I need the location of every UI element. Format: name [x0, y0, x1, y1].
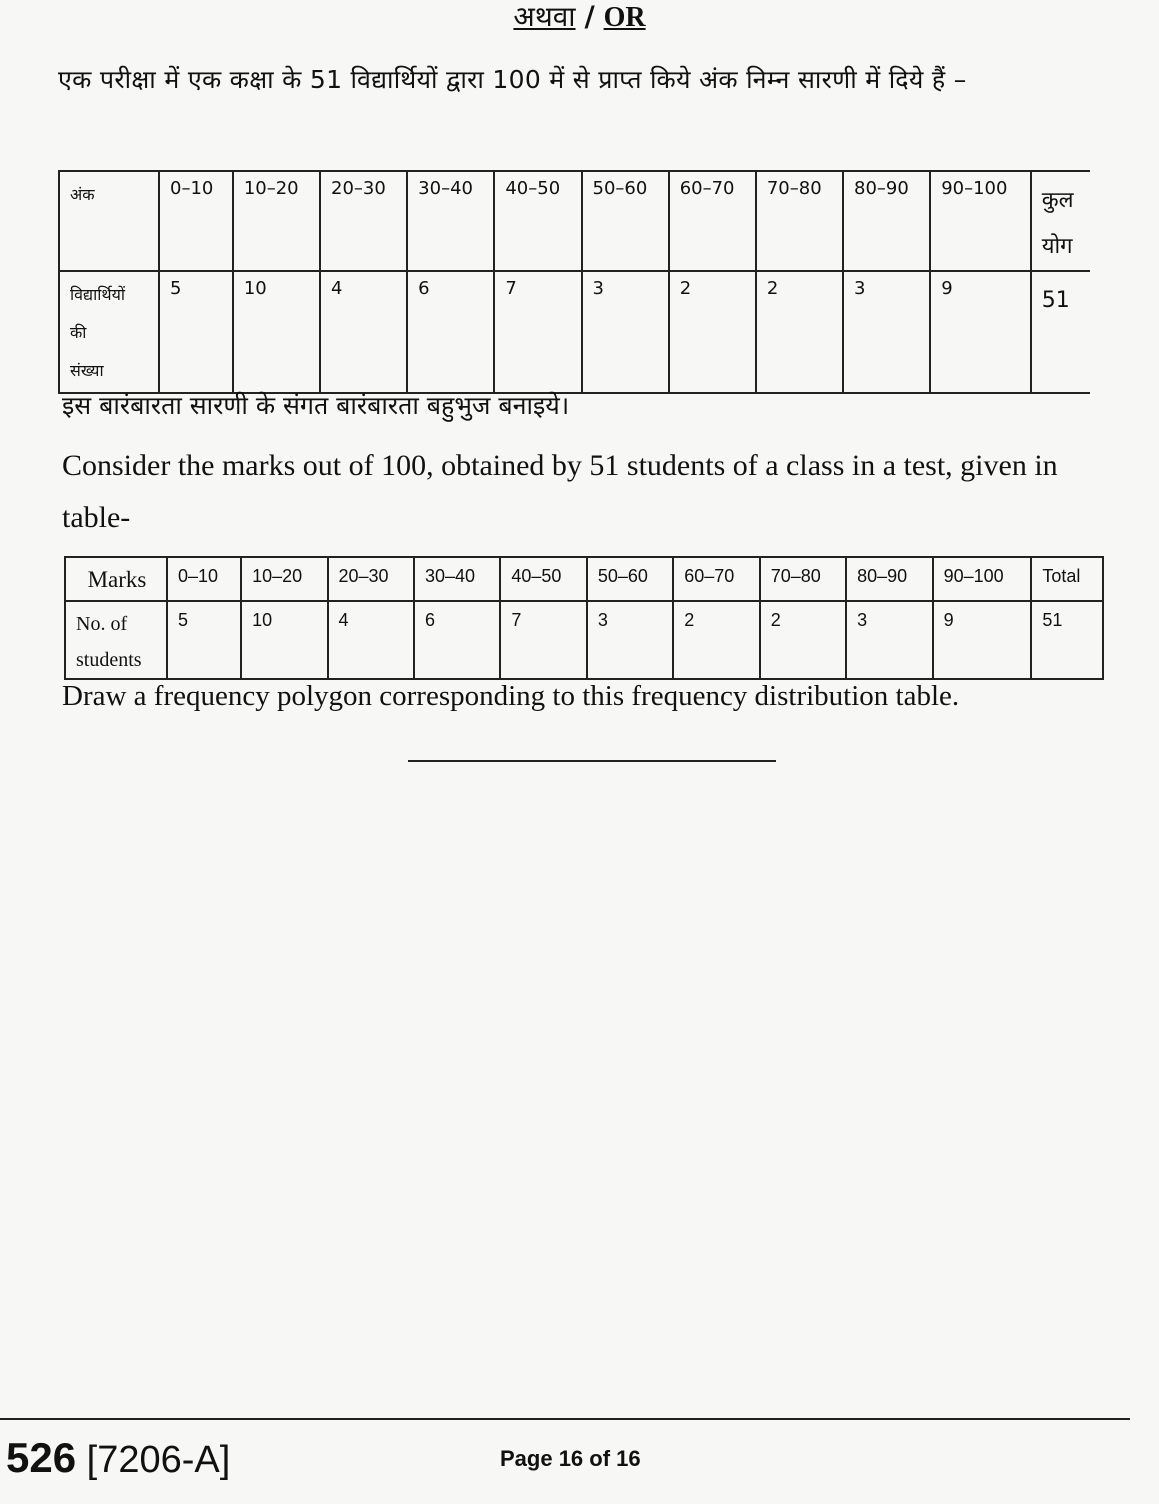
english-value-cell: 4 [328, 601, 414, 679]
english-total-label: Total [1031, 557, 1103, 601]
english-value-cell: 3 [587, 601, 673, 679]
hindi-value-cell: 2 [756, 271, 843, 393]
paper-number: 526 [6, 1434, 77, 1481]
hindi-table-value-row [59, 271, 1090, 393]
english-question: Consider the marks out of 100, obtained by 51 students of a class in a test, given in table- [62, 449, 1058, 534]
hindi-interval-cell: 90–100 [930, 171, 1031, 271]
english-header-label: Marks [65, 557, 167, 601]
english-interval-cell: 0–10 [167, 557, 241, 601]
english-row-label [65, 601, 167, 679]
hindi-value-cell: 10 [233, 271, 320, 393]
english-interval-cell: 90–100 [933, 557, 1032, 601]
heading-english: OR [603, 2, 646, 33]
english-value-cell: 6 [414, 601, 500, 679]
hindi-total-label-line: कुल [1041, 188, 1074, 213]
heading-separator: / [584, 0, 595, 33]
hindi-total-label [1031, 171, 1090, 271]
heading-hindi: अथवा [513, 0, 576, 33]
hindi-total-value: 51 [1031, 271, 1090, 393]
hindi-value-cell: 3 [843, 271, 930, 393]
english-value-cell: 2 [760, 601, 846, 679]
hindi-table-header-row [59, 171, 1090, 271]
page-number: Page 16 of 16 [500, 1446, 641, 1471]
english-interval-cell: 70–80 [760, 557, 846, 601]
hindi-row-label [59, 271, 159, 393]
hindi-value-cell: 5 [159, 271, 233, 393]
hindi-interval-cell: 20–30 [320, 171, 407, 271]
hindi-interval-cell: 10–20 [233, 171, 320, 271]
end-of-question-rule [408, 760, 776, 762]
hindi-interval-cell: 70–80 [756, 171, 843, 271]
english-value-cell: 9 [933, 601, 1032, 679]
hindi-question: एक परीक्षा में एक कक्षा के 51 विद्यार्थियों द्वारा 100 में से प्राप्त किये अंक निम्न सारणी में दिये हैं – [58, 65, 967, 94]
hindi-interval-cell: 80–90 [843, 171, 930, 271]
english-value-cell: 5 [167, 601, 241, 679]
hindi-value-cell: 3 [582, 271, 669, 393]
hindi-interval-cell: 40–50 [494, 171, 581, 271]
hindi-interval-cell: 0–10 [159, 171, 233, 271]
hindi-value-cell: 9 [930, 271, 1031, 393]
english-row-label-line: No. of [76, 613, 128, 635]
english-total-value: 51 [1031, 601, 1103, 679]
english-value-cell: 3 [846, 601, 932, 679]
english-table-header-row [65, 557, 1103, 601]
english-interval-cell: 60–70 [673, 557, 759, 601]
hindi-interval-cell: 50–60 [582, 171, 669, 271]
hindi-frequency-table [58, 170, 1090, 394]
hindi-row-label-line: संख्या [70, 361, 104, 380]
hindi-value-cell: 7 [494, 271, 581, 393]
paper-code [6, 1434, 230, 1484]
hindi-instruction: इस बारंबारता सारणी के संगत बारंबारता बहुभुज बनाइये। [62, 391, 570, 420]
hindi-value-cell: 6 [407, 271, 494, 393]
english-value-cell: 10 [241, 601, 327, 679]
english-interval-cell: 10–20 [241, 557, 327, 601]
english-table-value-row [65, 601, 1103, 679]
english-value-cell: 2 [673, 601, 759, 679]
hindi-interval-cell: 60–70 [669, 171, 756, 271]
english-frequency-table [64, 556, 1104, 680]
hindi-total-label-line: योग [1041, 234, 1073, 259]
footer-divider [0, 1418, 1130, 1420]
paper-set-code: [7206-A] [86, 1439, 231, 1481]
english-interval-cell: 30–40 [414, 557, 500, 601]
hindi-row-label-line: की [70, 323, 87, 342]
english-interval-cell: 50–60 [587, 557, 673, 601]
english-instruction: Draw a frequency polygon corresponding to this frequency distribution table. [62, 680, 960, 712]
hindi-interval-cell: 30–40 [407, 171, 494, 271]
hindi-value-cell: 2 [669, 271, 756, 393]
hindi-row-label-line: विद्यार्थियों [70, 285, 126, 304]
hindi-value-cell: 4 [320, 271, 407, 393]
english-row-label-line: students [76, 649, 142, 671]
section-heading [0, 0, 1159, 35]
english-interval-cell: 40–50 [500, 557, 586, 601]
english-value-cell: 7 [500, 601, 586, 679]
hindi-header-label: अंक [59, 171, 159, 271]
english-interval-cell: 80–90 [846, 557, 932, 601]
english-interval-cell: 20–30 [328, 557, 414, 601]
